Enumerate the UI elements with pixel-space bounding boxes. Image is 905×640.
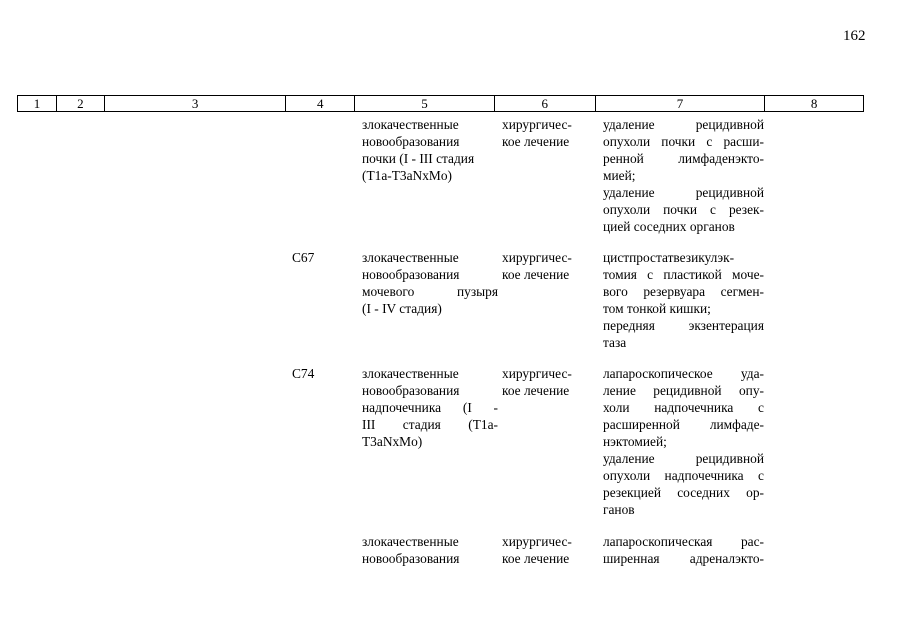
text-line: ширенная адреналэкто- [603, 551, 764, 566]
text-line: злокачественные [362, 534, 459, 549]
text-line: томия с пластикой моче- [603, 267, 764, 282]
text-line: мией; [603, 168, 636, 183]
header-col-6: 6 [495, 96, 596, 111]
row-2-code [292, 249, 342, 266]
text-line: хирургичес- [502, 366, 572, 381]
text-line: T3aNxMo) [362, 434, 423, 449]
row-2-method [603, 249, 764, 351]
text-line: (I - IV стадия) [362, 301, 442, 316]
text-line: удаление рецидивной [603, 451, 764, 466]
text-line: резекцией соседних ор- [603, 485, 764, 500]
text-line: почки (I - III стадия [362, 151, 475, 166]
table-header-row [17, 95, 864, 112]
header-col-1: 1 [18, 96, 57, 111]
row-3-diagnosis [362, 365, 498, 450]
text-line: том тонкой кишки; [603, 301, 711, 316]
row-1-treatment-type [502, 116, 582, 150]
text-line: опухоли надпочечника с [603, 468, 764, 483]
text-line: расширенной лимфаде- [603, 417, 764, 432]
text-line: хирургичес- [502, 534, 572, 549]
text-line: кое лечение [502, 267, 570, 282]
text-line: злокачественные [362, 117, 459, 132]
text-line: новообразования [362, 383, 460, 398]
text-line: III стадия (T1a- [362, 417, 498, 432]
row-2-diagnosis [362, 249, 498, 317]
row-3-code [292, 365, 342, 382]
header-col-7: 7 [596, 96, 766, 111]
header-col-5: 5 [355, 96, 495, 111]
text-line: вого резервуара сегмен- [603, 284, 764, 299]
icd-code: C74 [292, 366, 315, 381]
header-col-4: 4 [286, 96, 355, 111]
row-2-treatment-type [502, 249, 582, 283]
text-line: опухоли почки с резек- [603, 202, 764, 217]
text-line: холи надпочечника с [603, 400, 764, 415]
text-line: хирургичес- [502, 117, 572, 132]
text-line: новообразования [362, 551, 460, 566]
row-4-treatment-type [502, 533, 582, 567]
text-line: злокачественные [362, 250, 459, 265]
text-line: злокачественные [362, 366, 459, 381]
text-line: кое лечение [502, 383, 570, 398]
row-3-treatment-type [502, 365, 582, 399]
text-line: хирургичес- [502, 250, 572, 265]
text-line: ренной лимфаденэкто- [603, 151, 764, 166]
text-line: опухоли почки с расши- [603, 134, 764, 149]
row-3-method [603, 365, 764, 518]
text-line: таза [603, 335, 627, 350]
text-line: лапароскопическое уда- [603, 366, 764, 381]
header-col-8: 8 [810, 96, 818, 111]
text-line: кое лечение [502, 551, 570, 566]
page-number: 162 [843, 28, 866, 44]
text-line: лапароскопическая рас- [603, 534, 764, 549]
text-line: мочевого пузыря [362, 284, 498, 299]
text-line: удаление рецидивной [603, 185, 764, 200]
text-line: кое лечение [502, 134, 570, 149]
row-1-method [603, 116, 764, 235]
text-line: передняя экзентерация [603, 318, 764, 333]
text-line: ление рецидивной опу- [603, 383, 764, 398]
text-line: цией соседних органов [603, 219, 735, 234]
text-line: цистпростатвезикулэк- [603, 250, 735, 265]
text-line: надпочечника (I - [362, 400, 498, 415]
row-4-method [603, 533, 764, 567]
header-col-2: 2 [57, 96, 105, 111]
text-line: новообразования [362, 267, 460, 282]
icd-code: C67 [292, 250, 315, 265]
row-4-diagnosis [362, 533, 498, 567]
text-line: ганов [603, 502, 635, 517]
text-line: нэктомией; [603, 434, 667, 449]
header-col-3: 3 [105, 96, 287, 111]
text-line: удаление рецидивной [603, 117, 764, 132]
row-1-diagnosis [362, 116, 498, 184]
text-line: (T1a-T3aNxMo) [362, 168, 452, 183]
text-line: новообразования [362, 134, 460, 149]
